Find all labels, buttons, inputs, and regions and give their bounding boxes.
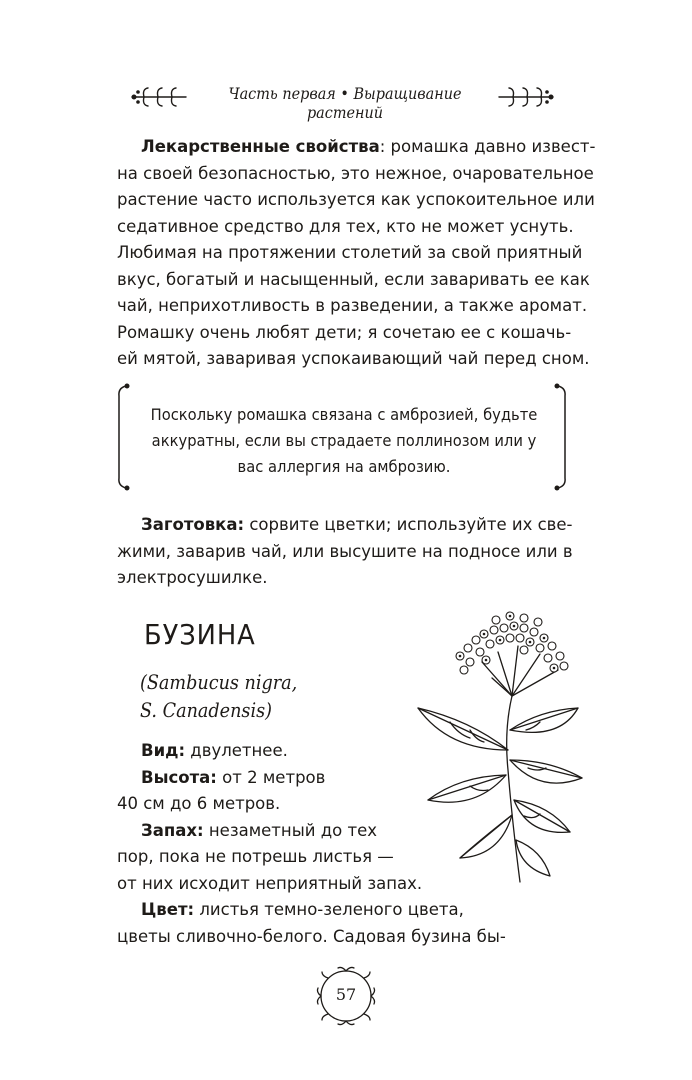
left-bracket-icon (112, 382, 132, 492)
allergy-warning-note (130, 402, 558, 480)
text-run: незаметный до тех (203, 820, 377, 840)
text-line: жими, заварив чай, или высушите на подносе или в (117, 541, 573, 561)
header-title: Часть первая • Выращивание растений (228, 84, 462, 122)
text-line (117, 134, 596, 161)
text-line: цветы сливочно-белого. Садовая бузина бы- (117, 926, 506, 946)
text-line: электросушилке. (117, 568, 268, 587)
harvest-paragraph (117, 512, 573, 592)
text-line: 40 см до 6 метров. (117, 794, 281, 813)
text-run: : ромашка давно извест- (379, 137, 596, 156)
page-number-wreath (312, 962, 380, 1030)
right-bracket-icon (552, 382, 572, 492)
fact-height (117, 765, 497, 792)
latin-name-line: (Sambucus nigra, (140, 670, 298, 694)
text-line: Любимая на протяжении столетий за свой приятный (117, 243, 583, 262)
plant-facts (117, 738, 506, 950)
vine-ornament-icon (130, 84, 188, 110)
latin-name (140, 668, 297, 724)
term-label: Заготовка: (141, 515, 245, 534)
text-line: Ромашку очень любят дети; я сочетаю ее с кошачь- (117, 322, 572, 342)
fact-type (117, 738, 497, 765)
vine-ornament-icon (497, 84, 555, 110)
term-label: Вид: (141, 741, 186, 760)
fact-color (117, 897, 497, 924)
text-line: растение часто используется как успокоительное или (117, 190, 595, 209)
text-line: от них исходит неприятный запах. (117, 873, 423, 893)
text-run: двулетнее. (185, 741, 288, 760)
term-label: Высота: (141, 767, 217, 787)
text-line: аккуратны, если вы страдаете поллинозом или у (151, 431, 537, 450)
term-label: Запах: (141, 820, 204, 840)
plant-heading: БУЗИНА (144, 618, 256, 651)
text-line: вкус, богатый и насыщенный, если заваривать ее как (117, 269, 590, 289)
running-header (0, 80, 692, 122)
text-run: от 2 метров (216, 767, 326, 787)
text-line: вас аллергия на амброзию. (237, 457, 451, 476)
term-label: Цвет: (141, 900, 195, 919)
text-line: ей мятой, заваривая успокаивающий чай перед сном. (117, 349, 590, 368)
text-line: седативное средство для тех, кто не может уснуть. (117, 216, 574, 236)
term-label: Лекарственные свойства (141, 137, 380, 156)
fact-smell (117, 818, 497, 845)
text-line: на своей безопасностью, это нежное, очаровательное (117, 163, 594, 183)
text-line: чай, неприхотливость в разведении, а также аромат. (117, 296, 588, 315)
latin-name-line: S. Canadensis) (140, 698, 272, 722)
text-run: листья темно-зеленого цвета, (194, 900, 464, 919)
text-line: Поскольку ромашка связана с амброзией, будьте (150, 405, 538, 424)
text-line: пор, пока не потрешь листья — (117, 847, 394, 866)
text-line (117, 512, 573, 539)
medicinal-properties-paragraph (117, 134, 596, 373)
text-run: сорвите цветки; используйте их све- (244, 515, 573, 534)
page-number: 57 (335, 985, 357, 1004)
